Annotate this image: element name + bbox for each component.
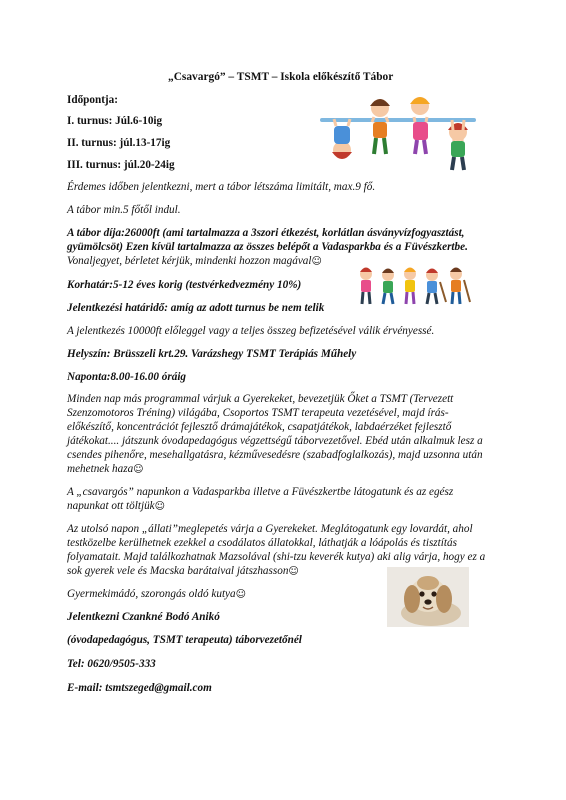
last-day-line-1: Az utolsó napon „állati”meglepetés várja a Gyerekeket. Meglátogatunk egy lovardát, ahol bbox=[67, 523, 473, 535]
last-day-line-2: testközelbe kerülhetnek ezekkel a csodálatos állatokkal, láthatják a lóápolás és tisztítás bbox=[67, 537, 457, 549]
min-size-note: A tábor min.5 főtől indul. bbox=[67, 204, 181, 216]
registration-deadline: Jelentkezési határidő: amíg az adott turnus be nem telik bbox=[67, 302, 325, 314]
last-day-line-4-text: sok gyerek vele és Macska barátaival játszhasson bbox=[67, 565, 289, 577]
turn-1: I. turnus: Júl.6-10ig bbox=[67, 115, 163, 127]
dog-photo bbox=[387, 567, 469, 627]
contact-email: E-mail: tsmtszeged@gmail.com bbox=[67, 682, 212, 694]
price-line-3-text: Vonaljegyet, bérletet kérjük, mindenki hozzon magával bbox=[67, 255, 312, 267]
dog-icon bbox=[387, 567, 469, 627]
turn-3: III. turnus: júl.20-24ig bbox=[67, 159, 175, 171]
kids-illustration bbox=[318, 92, 478, 174]
dog-line-text: Gyermekimádó, szorongás oldó kutya bbox=[67, 588, 236, 600]
age-limit: Korhatár:5-12 éves korig (testvérkedvezmény 10%) bbox=[67, 279, 302, 291]
program-line-3: előkészítő, koncentrációt fejlesztő drámajátékok, csapatjátékok, labdaérzéket fejlesztő bbox=[67, 421, 452, 433]
program-line-4: játékokat.... játszunk óvodapedagógus végzettségű táborvezetővel. Ebéd után alkalmuk lesz a bbox=[67, 435, 483, 447]
deposit-note: A jelentkezés 10000ft előleggel vagy a teljes összeg befizetésével válik érvényessé. bbox=[67, 325, 435, 337]
dog-line bbox=[67, 588, 246, 602]
contact-role: (óvodapedagógus, TSMT terapeuta) táborvezetőnél bbox=[67, 634, 302, 646]
program-line-2: Szenzomotoros Tréning) világába, Csoportos TSMT terapeuta vezetésével, majd írás- bbox=[67, 407, 449, 419]
last-day-line-4 bbox=[67, 565, 299, 579]
smiley-icon: ☺ bbox=[288, 566, 299, 577]
contact-phone: Tel: 0620/9505-333 bbox=[67, 658, 156, 670]
price-line-3 bbox=[67, 255, 322, 269]
location: Helyszín: Brüsszeli krt.29. Varázshegy TSMT Terápiás Műhely bbox=[67, 348, 357, 360]
price-line-1: A tábor díja:26000ft (ami tartalmazza a 3szori étkezést, korlátlan ásványvízfogyasztást, bbox=[67, 227, 465, 239]
program-line-5: csendes pihenőre, mesehallgatásra, kézművesedésre (szabadfoglalkozás), majd uzsonna után bbox=[67, 449, 483, 461]
program-line-6-text: mehetnek haza bbox=[67, 463, 134, 475]
dates-heading: Időpontja: bbox=[67, 94, 118, 106]
page-title: „Csavargó” – TSMT – Iskola előkészítő Tábor bbox=[168, 71, 394, 83]
smiley-icon: ☺ bbox=[311, 256, 322, 267]
excursion-line-1: A „csavargós” napunkon a Vadasparkba illetve a Füvészkertbe látogatunk és az egész bbox=[67, 486, 454, 498]
smiley-icon: ☺ bbox=[133, 464, 144, 475]
walking-kids-illustration bbox=[354, 266, 478, 308]
program-line-6 bbox=[67, 463, 144, 477]
excursion-line-2 bbox=[67, 500, 165, 514]
apply-early-note: Érdemes időben jelentkezni, mert a tábor létszáma limitált, max.9 fő. bbox=[67, 181, 376, 193]
daily-hours: Naponta:8.00-16.00 óráig bbox=[67, 371, 187, 383]
smiley-icon: ☺ bbox=[235, 589, 247, 600]
last-day-line-3: folyamatait. Majd találkozhatnak Mazsolával (shi-tzu keverék kutya) aki alig várja, hogy ez a bbox=[67, 551, 486, 563]
program-line-1: Minden nap más programmal várjuk a Gyerekeket, bevezetjük Őket a TSMT (Tervezett bbox=[67, 393, 454, 405]
excursion-line-2-text: napunkat ott töltjük bbox=[67, 500, 155, 512]
turn-2: II. turnus: júl.13-17ig bbox=[67, 137, 171, 149]
smiley-icon: ☺ bbox=[154, 501, 166, 512]
contact-name: Jelentkezni Czankné Bodó Anikó bbox=[67, 611, 220, 623]
price-line-2: gyümölcsöt) Ezen kívül tartalmazza az összes belépőt a Vadasparkba és a Füvészkertbe. bbox=[67, 241, 468, 253]
